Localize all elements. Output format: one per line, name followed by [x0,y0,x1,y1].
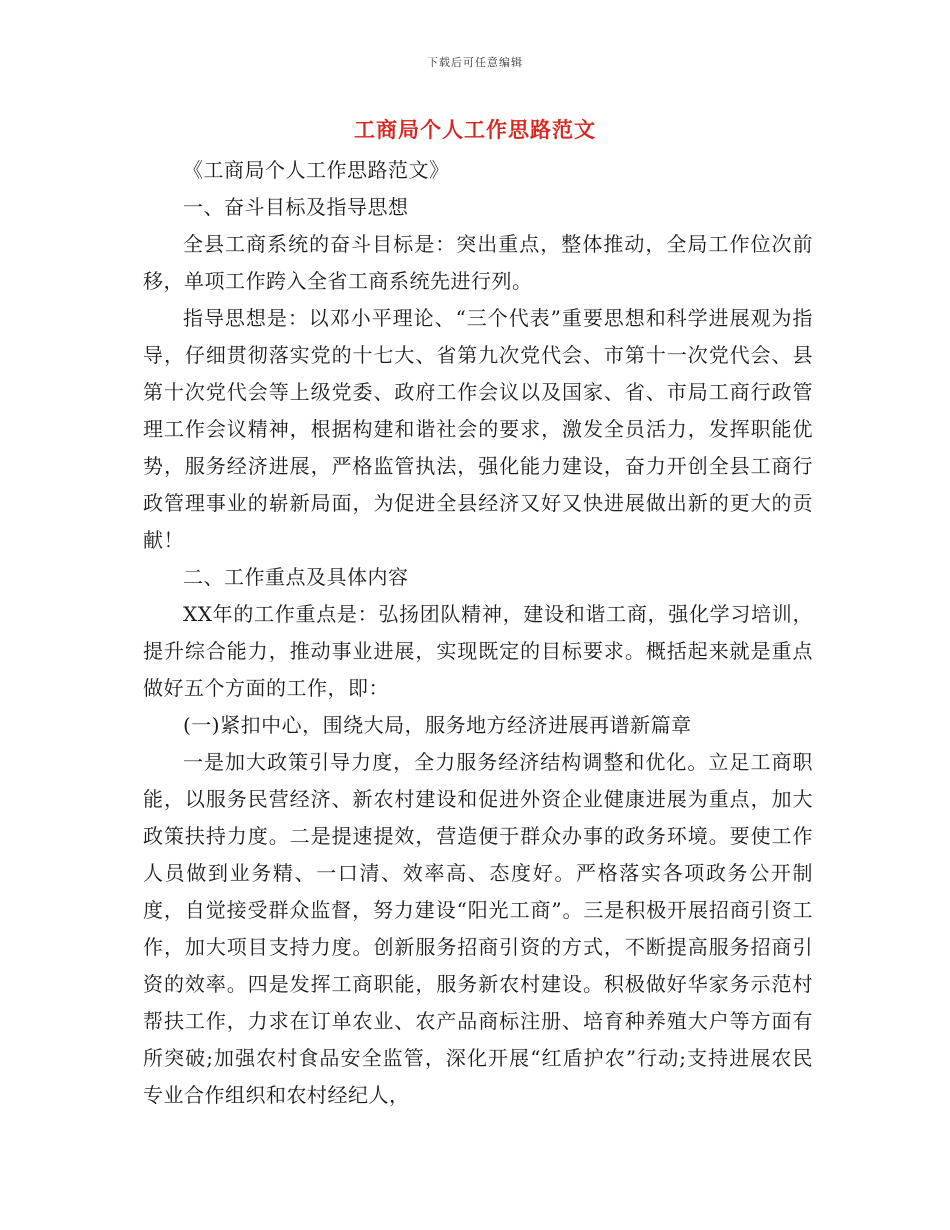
page-header-note: 下载后可任意编辑 [427,56,523,69]
subsection-heading-1: (一)紧扣中心，围绕大局，服务地方经济进展再谱新篇章 [183,713,692,737]
document-body [143,152,813,1114]
paragraph-guiding-thought: 指导思想是：以邓小平理论、“三个代表”重要思想和科学进展观为指导，仔细贯彻落实党的十七大、省第九次党代会、市第十一次党代会、县第十次党代会等上级党委、政府工作会议以及国家、省、市局工商行政管理工作会议精神，根据构建和谐社会的要求，激发全员活力，发挥职能优势，服务经济进展，严格监管执法，强化能力建设，奋力开创全县工商行政管理事业的崭新局面，为促进全县经济又好又快进展做出新的更大的贡献！ [143,306,813,552]
paragraph-subtitle: 《工商局个人工作思路范文》 [183,158,450,182]
paragraph-details: 一是加大政策引导力度，全力服务经济结构调整和优化。立足工商职能，以服务民营经济、新农村建设和促进外资企业健康进展为重点，加大政策扶持力度。二是提速提效，营造便于群众办事的政务环境。要使工作人员做到业务精、一口清、效率高、态度好。严格落实各项政务公开制度，自觉接受群众监督，努力建设“阳光工商”。三是积极开展招商引资工作，加大项目支持力度。创新服务招商引资的方式，不断提高服务招商引资的效率。四是发挥工商职能，服务新农村建设。积极做好华家务示范村帮扶工作，力求在订单农业、农产品商标注册、培育种养殖大户等方面有所突破;加强农村食品安全监管，深化开展“红盾护农”行动;支持进展农民专业合作组织和农村经纪人， [143,750,813,1107]
section-heading-1: 一、奋斗目标及指导思想 [183,195,409,219]
paragraph-goal: 全县工商系统的奋斗目标是：突出重点，整体推动，全局工作位次前移，单项工作跨入全省工商系统先进行列。 [143,232,813,293]
document-title: 工商局个人工作思路范文 [354,117,596,142]
paragraph-focus: XX年的工作重点是：弘扬团队精神，建设和谐工商，强化学习培训，提升综合能力，推动事业进展，实现既定的目标要求。概括起来就是重点做好五个方面的工作，即： [143,602,813,700]
section-heading-2: 二、工作重点及具体内容 [183,565,409,589]
